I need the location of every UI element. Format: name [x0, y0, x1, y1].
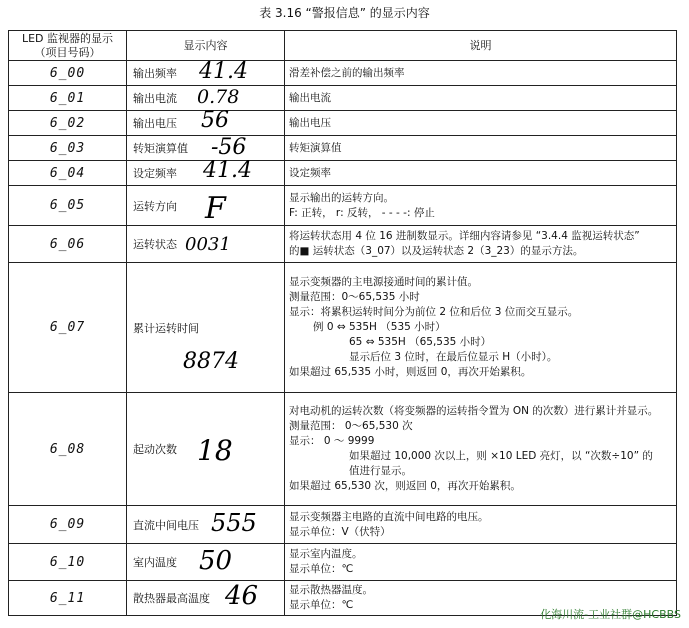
handwritten-value: 50 — [199, 546, 233, 576]
item-code: 6_08 — [9, 393, 127, 506]
handwritten-value: 41.4 — [203, 158, 252, 183]
item-description — [285, 61, 677, 86]
desc-line: 显示单位：℃ — [289, 563, 354, 575]
item-content — [127, 544, 285, 581]
desc-line: 测量范围： 0～65,530 次 — [289, 420, 413, 432]
item-description — [285, 226, 677, 263]
desc-line: 输出电流 — [289, 91, 331, 104]
item-code: 6_01 — [9, 86, 127, 111]
item-content-label: 输出电流 — [133, 92, 177, 105]
item-content-label: 输出频率 — [133, 67, 177, 80]
item-code: 6_02 — [9, 111, 127, 136]
table-row — [9, 161, 677, 186]
desc-line: 显示单位：℃ — [289, 599, 354, 611]
item-content — [127, 86, 285, 111]
handwritten-value: 56 — [201, 108, 229, 133]
item-content-label: 转矩演算值 — [133, 142, 188, 155]
desc-line: 显示变频器主电路的直流中间电路的电压。 — [289, 510, 489, 523]
item-content-label: 累计运转时间 — [133, 321, 199, 335]
desc-line: 对电动机的运转次数（将变频器的运转指令置为 ON 的次数）进行累计并显示。 — [289, 405, 659, 417]
item-content-label: 散热器最高温度 — [133, 592, 210, 605]
item-code: 6_07 — [9, 263, 127, 393]
item-content-label: 起动次数 — [133, 443, 177, 456]
desc-line: 设定频率 — [289, 166, 331, 179]
desc-line: 如果超过 65,535 小时，则返回 0，再次开始累积。 — [289, 366, 532, 378]
alarm-info-table — [8, 30, 677, 616]
desc-line: 如果超过 65,530 次，则返回 0，再次开始累积。 — [289, 480, 521, 492]
header-led-line2: （项目号码） — [34, 45, 101, 59]
item-code: 6_05 — [9, 186, 127, 226]
desc-line: 将运转状态用 4 位 16 进制数显示。详细内容请参见 “3.4.4 监视运转状态” — [289, 230, 640, 242]
desc-line: 输出电压 — [289, 116, 331, 129]
item-code: 6_03 — [9, 136, 127, 161]
item-content — [127, 136, 285, 161]
desc-line: 显示后位 3 位时，在最后位显示 H（小时）。 — [349, 351, 558, 363]
table-row — [9, 263, 677, 393]
table-row — [9, 393, 677, 506]
item-description — [285, 186, 677, 226]
item-content — [127, 393, 285, 506]
item-content-label: 输出电压 — [133, 117, 177, 130]
desc-line: 滑差补偿之前的输出频率 — [289, 66, 405, 79]
desc-line: 显示室内温度。 — [289, 548, 363, 560]
desc-line: 显示：将累积运转时间分为前位 2 位和后位 3 位而交互显示。 — [289, 306, 579, 318]
item-code: 6_09 — [9, 506, 127, 544]
item-description — [285, 111, 677, 136]
item-description — [285, 136, 677, 161]
desc-line: 值进行显示。 — [349, 465, 412, 477]
header-led-line1: LED 监视器的显示 — [21, 31, 114, 45]
desc-line: 转矩演算值 — [289, 141, 342, 154]
desc-line: 65 ⇔ 535H （65,535 小时） — [349, 336, 492, 348]
item-description — [285, 393, 677, 506]
table-row — [9, 111, 677, 136]
handwritten-value: -56 — [211, 135, 247, 160]
handwritten-value: 18 — [197, 434, 233, 467]
item-description — [285, 161, 677, 186]
desc-line: 显示变频器的主电源接通时间的累计值。 — [289, 276, 478, 288]
header-description: 说明 — [285, 31, 677, 61]
item-description — [285, 86, 677, 111]
item-content — [127, 263, 285, 393]
handwritten-value: 41.4 — [199, 59, 248, 84]
desc-line: 如果超过 10,000 次以上，则 ×10 LED 亮灯，以 “次数÷10” 的 — [349, 450, 653, 462]
item-code: 6_10 — [9, 544, 127, 581]
item-content — [127, 108, 285, 136]
desc-line: 显示散热器温度。 — [289, 584, 373, 596]
header-display-content: 显示内容 — [127, 31, 285, 61]
item-description — [285, 263, 677, 393]
item-content — [127, 226, 285, 263]
table-row — [9, 544, 677, 581]
handwritten-value: 0031 — [185, 234, 231, 255]
item-content — [127, 186, 285, 226]
item-description — [285, 544, 677, 581]
handwritten-value: 555 — [211, 509, 257, 537]
table-caption: 表 3.16 “警报信息” 的显示内容 — [259, 6, 430, 20]
handwritten-value: 8874 — [183, 349, 239, 374]
handwritten-value: 46 — [225, 581, 259, 611]
desc-line: 的■ 运转状态（3_07）以及运转状态 2（3_23）的显示方法。 — [289, 245, 584, 257]
item-content-label: 运转状态 — [133, 238, 177, 251]
table-row — [9, 186, 677, 226]
item-content — [127, 158, 285, 186]
item-content — [127, 581, 285, 616]
item-content-label: 运转方向 — [133, 199, 177, 213]
table-row — [9, 136, 677, 161]
desc-line: 显示单位：V（伏特） — [289, 525, 391, 538]
desc-line: 显示： 0 ～ 9999 — [289, 435, 375, 447]
handwritten-value: F — [205, 191, 226, 226]
table-row — [9, 86, 677, 111]
table-row — [9, 61, 677, 86]
item-content-label: 设定频率 — [133, 167, 177, 180]
table-row — [9, 226, 677, 263]
desc-line: F: 正转， r: 反转， - - - -: 停止 — [289, 206, 435, 219]
item-code: 6_04 — [9, 161, 127, 186]
item-description — [285, 506, 677, 544]
header-row — [9, 31, 677, 61]
item-content — [127, 506, 285, 544]
desc-line: 显示输出的运转方向。 — [289, 191, 394, 204]
table-row — [9, 506, 677, 544]
watermark: 化海川流-工业社群@HCBBS — [540, 608, 681, 621]
header-led-monitor — [9, 31, 127, 61]
handwritten-value: 0.78 — [197, 86, 240, 108]
item-content-label: 室内温度 — [133, 556, 177, 569]
item-code: 6_06 — [9, 226, 127, 263]
item-content-label: 直流中间电压 — [133, 518, 199, 532]
item-code: 6_11 — [9, 581, 127, 616]
desc-line: 测量范围：0～65,535 小时 — [289, 291, 420, 303]
desc-line: 例 0 ⇔ 535H （535 小时） — [313, 321, 446, 333]
item-code: 6_00 — [9, 61, 127, 86]
item-content — [127, 61, 285, 86]
